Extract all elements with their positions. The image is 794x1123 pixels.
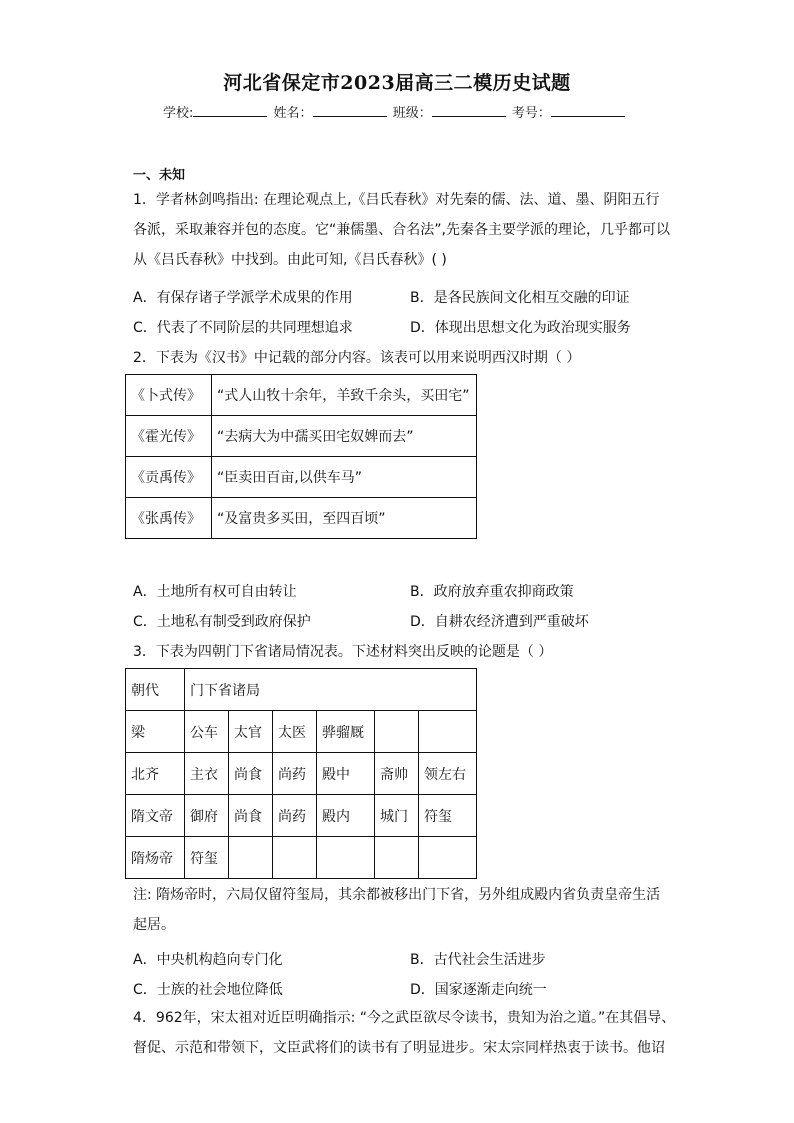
question-3-table: [125, 668, 477, 879]
question-3-option-a[interactable]: A．中央机构趋向专门化: [133, 952, 283, 968]
table-cell: 尚药: [273, 753, 317, 795]
table-cell: 隋炀帝: [126, 837, 185, 879]
table-row: [126, 375, 477, 416]
table-cell: 太医: [273, 711, 317, 753]
table-cell: 符玺: [419, 795, 477, 837]
table-cell: “式人山牧十余年，羊致千余头，买田宅”: [212, 375, 477, 416]
table-cell: [229, 837, 273, 879]
question-2-option-c[interactable]: C．土地私有制受到政府保护: [133, 614, 311, 630]
table-cell: 城门: [375, 795, 419, 837]
page-title: 河北省保定市2023届高三二模历史试题: [223, 72, 571, 94]
question-3-option-d[interactable]: D．国家逐渐走向统一: [410, 982, 547, 998]
question-4-line: 督促、示范和带领下，文臣武将们的读书有了明显进步。宋太宗同样热衷于读书。他诏: [133, 1040, 665, 1056]
table-cell: 主衣: [185, 753, 229, 795]
question-4-line: 4．962年，宋太祖对近臣明确指示: “今之武臣欲尽令读书，贵知为治之道。”在其倡导、: [133, 1010, 676, 1026]
name-blank[interactable]: [313, 103, 387, 117]
table-cell: 北齐: [126, 753, 185, 795]
table-cell: 殿内: [317, 795, 375, 837]
student-info-line: [163, 102, 627, 121]
table-cell: 御府: [185, 795, 229, 837]
table-row: [126, 753, 477, 795]
table-cell: [273, 837, 317, 879]
table-cell: 隋文帝: [126, 795, 185, 837]
table-cell: “去病大为中孺买田宅奴婢而去”: [212, 416, 477, 457]
table-cell: 尚食: [229, 795, 273, 837]
question-1-option-b[interactable]: B．是各民族间文化相互交融的印证: [410, 290, 630, 306]
table-row: [126, 669, 477, 711]
question-1-line: 从《吕氏春秋》中找到。由此可知,《吕氏春秋》( ): [133, 252, 447, 268]
question-2-stem: 2．下表为《汉书》中记载的部分内容。该表可以用来说明西汉时期（ ）: [133, 350, 581, 366]
table-row: [126, 498, 477, 539]
table-cell: [419, 837, 477, 879]
question-2-option-b[interactable]: B．政府放弃重农抑商政策: [410, 584, 574, 600]
question-3-option-b[interactable]: B．古代社会生活进步: [410, 952, 546, 968]
question-1-option-d[interactable]: D．体现出思想文化为政治现实服务: [410, 320, 631, 336]
class-blank[interactable]: [432, 103, 506, 117]
question-3-stem: 3．下表为四朝门下省诸局情况表。下述材料突出反映的论题是（ ）: [133, 644, 553, 660]
question-1-stem: [133, 185, 673, 275]
question-2-option-d[interactable]: D．自耕农经济遭到严重破坏: [410, 614, 589, 630]
table-cell: 骅骝厩: [317, 711, 375, 753]
table-row: [126, 416, 477, 457]
table-cell: 公车: [185, 711, 229, 753]
table-row: [126, 711, 477, 753]
question-2-option-a[interactable]: A．土地所有权可自由转让: [133, 584, 297, 600]
table-header-cell: 朝代: [126, 669, 185, 711]
table-cell: 《霍光传》: [126, 416, 212, 457]
table-cell: 《张禹传》: [126, 498, 212, 539]
table-cell: [317, 837, 375, 879]
question-3-option-c[interactable]: C．士族的社会地位降低: [133, 982, 283, 998]
question-3-note: [133, 880, 660, 940]
table-cell: 《卜式传》: [126, 375, 212, 416]
table-row: [126, 837, 477, 879]
table-cell: 尚食: [229, 753, 273, 795]
table-cell: “及富贵多买田，至四百顷”: [212, 498, 477, 539]
question-1-line: 各派，采取兼容并包的态度。它“兼儒墨、合名法”,先秦各主要学派的理论，几乎都可以: [133, 222, 670, 238]
table-cell: 符玺: [185, 837, 229, 879]
school-label: 学校:: [163, 106, 194, 121]
question-4-stem: [133, 1003, 676, 1063]
table-row: [126, 457, 477, 498]
question-1-line: 1．学者林剑鸣指出: 在理论观点上,《吕氏春秋》对先秦的儒、法、道、墨、阴阳五行: [133, 192, 660, 208]
question-2-table: [125, 374, 477, 539]
school-blank[interactable]: [193, 103, 267, 117]
section-heading: 一、未知: [133, 168, 186, 183]
table-cell: 领左右: [419, 753, 477, 795]
table-cell: 殿中: [317, 753, 375, 795]
table-cell: [375, 711, 419, 753]
question-1-option-c[interactable]: C．代表了不同阶层的共同理想追求: [133, 320, 353, 336]
table-cell: [419, 711, 477, 753]
table-cell: 《贡禹传》: [126, 457, 212, 498]
name-label: 姓名：: [273, 106, 313, 121]
note-line: 注: 隋炀帝时，六局仅留符玺局，其余都被移出门下省，另外组成殿内省负责皇帝生活: [133, 887, 661, 903]
table-row: [126, 795, 477, 837]
question-1-option-a[interactable]: A．有保存诸子学派学术成果的作用: [133, 290, 353, 306]
exam-no-blank[interactable]: [551, 103, 625, 117]
table-cell: “臣卖田百亩,以供车马”: [212, 457, 477, 498]
exam-no-label: 考号：: [511, 106, 551, 121]
table-cell: 尚药: [273, 795, 317, 837]
table-cell: [375, 837, 419, 879]
note-line: 起居。: [133, 917, 175, 933]
table-header-cell: 门下省诸局: [185, 669, 477, 711]
table-cell: 太官: [229, 711, 273, 753]
class-label: 班级：: [392, 106, 432, 121]
table-cell: 斋帅: [375, 753, 419, 795]
table-cell: 梁: [126, 711, 185, 753]
